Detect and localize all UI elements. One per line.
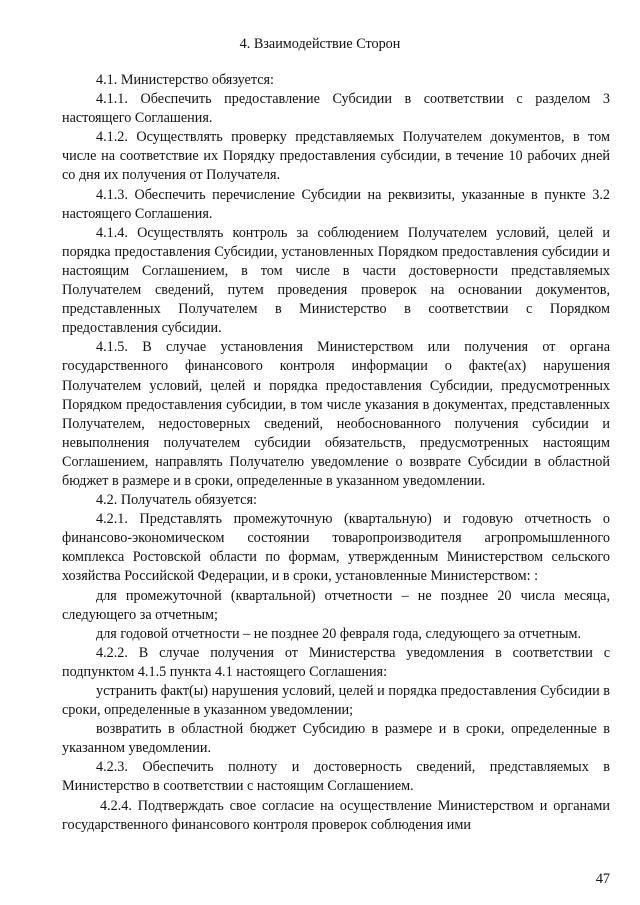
paragraph-4-1-3: 4.1.3. Обеспечить перечисление Субсидии на реквизиты, указанные в пункте 3.2 настоящего Соглашения. <box>62 186 610 222</box>
paragraph-eliminate-violations: устранить факт(ы) нарушения условий, целей и порядка предоставления Субсидии в сроки, определенные в указанном уведомлении; <box>62 683 610 719</box>
paragraph-4-1-5: 4.1.5. В случае установления Министерством или получения от органа государственного финансового контроля информации о факте(ах) нарушения Получателем условий, целей и порядка предоставления Субсидии, предусмотренных Порядком предоставления субсидии, в том числе указания в документах, представленных Получателем, недостоверных сведений, необоснованного получения субсидии и невыполнения получателем субсидии обязательств, предусмотренных настоящим Соглашением, направлять Получателю уведомление о возврате Субсидии в областной бюджет в размере и в сроки, определенные в указанном уведомлении. <box>62 339 610 489</box>
paragraph-quarterly-reporting: для промежуточной (квартальной) отчетности – не позднее 20 числа месяца, следующего за отчетным; <box>62 587 610 623</box>
section-title: 4. Взаимодействие Сторон <box>239 36 401 52</box>
page-number: 47 <box>595 871 610 887</box>
paragraph-4-1-1: 4.1.1. Обеспечить предоставление Субсидии в соответствии с разделом 3 настоящего Соглашения. <box>62 91 610 127</box>
document-body <box>62 71 610 835</box>
paragraph-4-1-2: 4.1.2. Осуществлять проверку представляемых Получателем документов, в том числе на соответствие их Порядку предоставления субсидии, в течение 10 рабочих дней со дня их получения от Получателя. <box>62 129 610 184</box>
paragraph-return-subsidy: возвратить в областной бюджет Субсидию в размере и в сроки, определенные в указанном уведомлении. <box>62 721 610 757</box>
paragraph-4-2-2: 4.2.2. В случае получения от Министерства уведомления в соответствии с подпунктом 4.1.5 пункта 4.1 настоящего Соглашения: <box>62 644 610 680</box>
paragraph-annual-reporting: для годовой отчетности – не позднее 20 февраля года, следующего за отчетным. <box>96 625 582 642</box>
paragraph-4-1: 4.1. Министерство обязуется: <box>96 72 274 88</box>
paragraph-4-2-4: 4.2.4. Подтверждать свое согласие на осуществление Министерством и органами государственного финансового контроля проверок соблюдения ими <box>62 797 610 833</box>
paragraph-4-2-3: 4.2.3. Обеспечить полноту и достоверность сведений, представляемых в Министерство в соответствии с настоящим Соглашением. <box>62 759 610 795</box>
paragraph-4-2: 4.2. Получатель обязуется: <box>96 492 257 509</box>
paragraph-4-2-1: 4.2.1. Представлять промежуточную (квартальную) и годовую отчетность о финансово-экономическом состоянии товаропроизводителя агропромышленного комплекса Ростовской области по формам, утвержденным Министерством сельского хозяйства Российской Федерации, и в сроки, установленные Министерством: : <box>62 511 610 585</box>
paragraph-4-1-4: 4.1.4. Осуществлять контроль за соблюдением Получателем условий, целей и порядка предоставления Субсидии, установленных Порядком предоставления субсидии и настоящим Соглашением, в том числе в части достоверности представляемых Получателем сведений, путем проведения проверок на основании документов, представленных Получателем в Министерство в соответствии с Порядком предоставления субсидии. <box>62 224 610 337</box>
